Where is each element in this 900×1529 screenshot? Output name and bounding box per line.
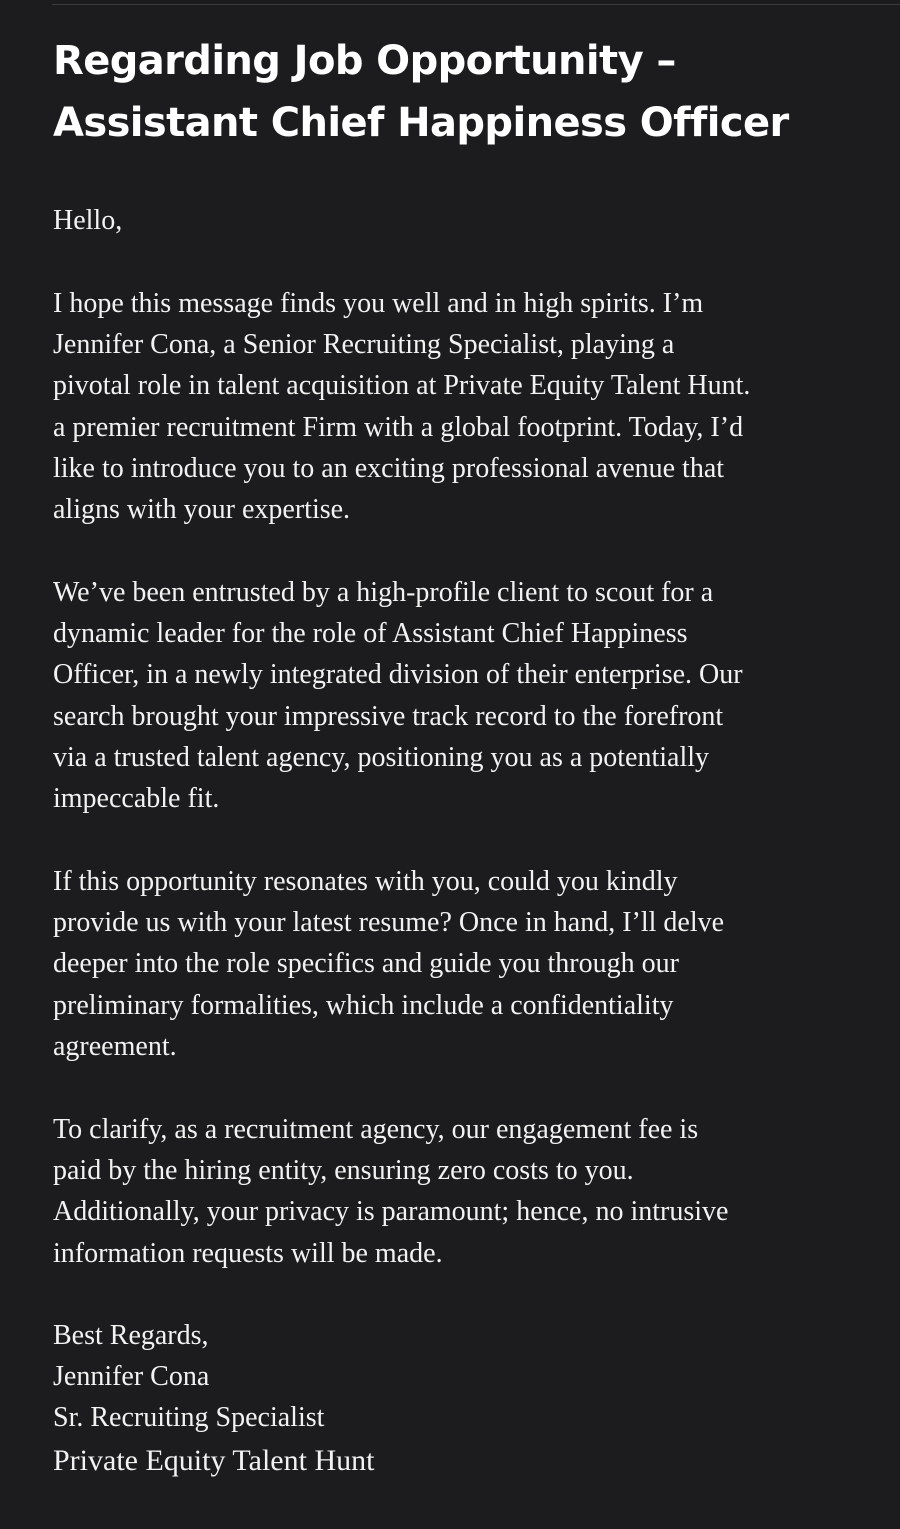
email-paragraph (53, 572, 873, 819)
email-paragraph (53, 1109, 873, 1274)
paragraph-line: Officer, in a newly integrated division of their enterprise. Our (53, 659, 743, 691)
paragraph-line: To clarify, as a recruitment agency, our engagement fee is (53, 1114, 699, 1145)
paragraph-line: If this opportunity resonates with you, could you kindly (53, 866, 678, 897)
paragraph-line: dynamic leader for the role of Assistant Chief Happiness (53, 618, 688, 650)
email-subject-line: Assistant Chief Happiness Officer (53, 100, 789, 146)
paragraph-line: deeper into the role specifics and guide you through our (53, 948, 679, 980)
paragraph-line: paid by the hiring entity, ensuring zero costs to you. (53, 1155, 634, 1187)
paragraph-line: preliminary formalities, which include a confidentiality (53, 989, 674, 1021)
paragraph-line: We’ve been entrusted by a high-profile client to scout for a (53, 577, 714, 608)
email-greeting: Hello, (53, 205, 123, 236)
paragraph-line: information requests will be made. (53, 1237, 443, 1269)
paragraph-line: agreement. (53, 1030, 177, 1062)
paragraph-line: via a trusted talent agency, positioning you as a potentially (53, 741, 710, 773)
signature-name: Jennifer Cona (53, 1361, 210, 1393)
paragraph-line: provide us with your latest resume? Once in hand, I’ll delve (53, 907, 725, 939)
email-message (53, 30, 873, 1477)
email-subject (53, 30, 873, 154)
paragraph-line: I hope this message finds you well and in high spirits. I’m (53, 288, 704, 319)
email-paragraph (53, 283, 873, 530)
paragraph-line: Jennifer Cona, a Senior Recruiting Specialist, playing a (53, 329, 675, 361)
paragraph-line: impeccable fit. (53, 783, 220, 815)
paragraph-line: pivotal role in talent acquisition at Private Equity Talent Hunt. (53, 370, 751, 402)
email-paragraph (53, 861, 873, 1067)
signature-title: Sr. Recruiting Specialist (53, 1402, 325, 1434)
paragraph-line: search brought your impressive track record to the forefront (53, 700, 724, 732)
paragraph-line: Additionally, your privacy is paramount; hence, no intrusive (53, 1196, 729, 1228)
paragraph-line: aligns with your expertise. (53, 494, 351, 526)
paragraph-line: like to introduce you to an exciting professional avenue that (53, 452, 725, 484)
signature-company: Private Equity Talent Hunt (53, 1443, 375, 1477)
signature-closing: Best Regards, (53, 1320, 209, 1351)
paragraph-line: a premier recruitment Firm with a global footprint. Today, I’d (53, 411, 744, 443)
email-subject-line: Regarding Job Opportunity – (53, 38, 676, 84)
email-signature (53, 1315, 374, 1483)
top-divider (52, 4, 900, 5)
